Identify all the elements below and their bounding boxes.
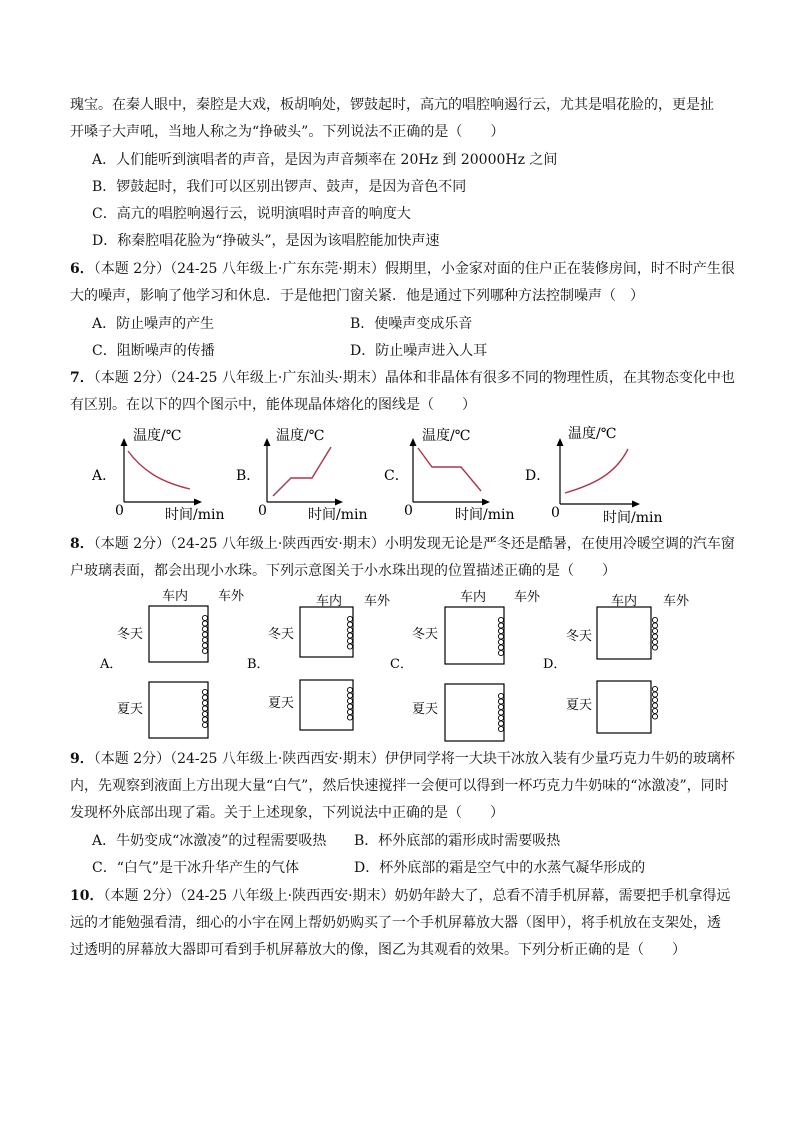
water-droplet [202,700,207,705]
water-droplet [202,621,207,626]
q8-diagram-d-inside: 车内 [611,594,638,609]
q8-diagrams [0,585,794,745]
water-droplet [652,617,657,622]
water-droplet [498,645,503,650]
q5-option-c: C．高亢的唱腔响遏行云，说明演唱时声音的响度大 [92,206,411,222]
q7-graph-a-xlabel: 时间/min [165,507,225,523]
q9-option-a: A．牛奶变成“冰激凌”的过程需要吸热 [92,833,327,849]
water-droplet [202,632,207,637]
q9-option-c: C．“白气”是干冰升华产生的气体 [92,860,300,876]
q10-line1 [70,887,731,905]
q8-diagram-d-outside: 车外 [663,594,690,609]
q7-graph-d-ylabel: 温度/℃ [568,426,617,442]
q7-graph-d-curve [565,449,628,493]
water-droplet [202,626,207,631]
q7-graph-c-curve [418,448,481,491]
q8-number: 8． [70,536,94,552]
q9-number: 9． [70,751,94,767]
q7-graph-a-curve [128,451,190,489]
water-droplet [652,628,657,633]
water-droplet [202,695,207,700]
q7-graph-a-origin: 0 [115,503,124,519]
water-droplet [652,692,657,697]
q8-diagram-a-inside: 车内 [162,589,189,604]
water-droplet [498,639,503,644]
water-droplet [202,706,207,711]
q6-option-d: D．防止噪声进入人耳 [350,343,488,359]
q7-graph-a-letter: A． [92,468,117,484]
water-droplet [347,687,352,692]
q8-diagram-d-letter: D． [543,657,567,672]
q7-graph-b-letter: B． [236,468,261,484]
q10-line2: 远的才能勉强看清，细心的小宇在网上帮奶奶购买了一个手机屏幕放大器（图甲），将手机放在支架处，透 [70,915,721,931]
q7-graph-c-ylabel: 温度/℃ [422,428,471,444]
q8-line2: 户玻璃表面，都会出现小水珠。下列示意图关于小水珠出现的位置描述正确的是（ ） [70,563,616,579]
water-droplet [652,639,657,644]
q9-line2: 内，先观察到液面上方出现大量“白气”，然后快速搅拌一会便可以得到一杯巧克力牛奶味的“冰激凌”，同时 [70,778,729,794]
q5-option-b: B．锣鼓起时，我们可以区别出锣声、鼓声，是因为音色不同 [92,179,467,195]
water-droplet [347,715,352,720]
q5-line1: 瑰宝。在秦人眼中，秦腔是大戏，板胡响处，锣鼓起时，高亢的唱腔响遏行云，尤其是唱花脸的，更是扯 [70,97,714,113]
q8-diagram-a-outside: 车外 [218,589,245,604]
water-droplet [347,704,352,709]
q7-graph-c-xlabel: 时间/min [455,507,515,523]
q8-diagram-a-letter: A． [100,657,123,672]
water-droplet [652,708,657,713]
q8-diagram-b-summer: 夏天 [268,696,295,711]
q7-graph-b-xlabel: 时间/min [308,507,368,523]
q8-diagram-c-winter: 冬天 [412,627,439,642]
q5-option-a: A．人们能听到演唱者的声音，是因为声音频率在 20Hz 到 20000Hz 之间 [92,152,558,168]
q8-diagram-c-letter: C． [390,657,413,672]
water-droplet [347,709,352,714]
water-droplet [498,699,503,704]
water-droplet [498,623,503,628]
q7-graph-a-ylabel: 温度/℃ [133,428,182,444]
q5-line2: 开嗓子大声吼，当地人称之为“挣破头”。下列说法不正确的是（ ） [70,124,505,140]
q7-graph-d-xlabel: 时间/min [603,510,663,526]
water-droplet [347,622,352,627]
water-droplet [202,615,207,620]
water-droplet [202,722,207,727]
q7-line2: 有区别。在以下的四个图示中，能体现晶体熔化的图线是（ ） [70,397,476,413]
water-droplet [498,693,503,698]
q7-graph-c-letter: C． [384,468,409,484]
water-droplet [498,650,503,655]
water-droplet [347,616,352,621]
water-droplet [498,617,503,622]
water-droplet [202,689,207,694]
water-droplet [202,717,207,722]
water-droplet [652,686,657,691]
q8-diagram-c-summer: 夏天 [412,702,439,717]
q9-line3: 发现杯外底部出现了霜。关于上述现象，下列说法中正确的是（ ） [70,805,504,821]
q8-diagram-b-letter: B． [247,657,270,672]
q7-graph-c-origin: 0 [404,503,413,519]
q8-diagram-d-summer: 夏天 [566,698,593,713]
q6-option-a: A．防止噪声的产生 [92,316,215,332]
water-droplet [652,623,657,628]
water-droplet [202,648,207,653]
q6-line1 [70,260,735,278]
q6-text1: （本题 2分）（24-25 八年级上·广东东莞·期末）假期里，小金家对面的住户正在装修房间，时不时产生很 [93,261,735,277]
q9-line1 [70,750,735,768]
q9-text1: （本题 2分）（24-25 八年级上·陕西西安·期末）伊伊同学将一大块干冰放入装有少量巧克力牛奶的玻璃杯 [93,751,735,767]
q9-option-b: B．杯外底部的霜形成时需要吸热 [354,833,561,849]
water-droplet [347,633,352,638]
q8-diagram-b-inside: 车内 [316,594,343,609]
q10-number: 10． [70,888,104,904]
q8-diagram-c-outside: 车外 [514,590,541,605]
q7-graph-b-ylabel: 温度/℃ [276,428,325,444]
water-droplet [202,637,207,642]
water-droplet [347,698,352,703]
q10-text1: （本题 2分）（24-25 八年级上·陕西西安·期末）奶奶年龄大了，总看不清手机屏幕，需要把手机拿得远 [103,888,731,904]
water-droplet [652,714,657,719]
water-droplet [498,721,503,726]
water-droplet [347,644,352,649]
water-droplet [498,710,503,715]
q7-graph-d-origin: 0 [551,505,560,521]
water-droplet [202,643,207,648]
q7-graph-d-letter: D． [525,468,551,484]
q8-diagram-b-outside: 车外 [364,594,391,609]
q8-diagram-d-winter: 冬天 [566,629,593,644]
q8-text1: （本题 2分）（24-25 八年级上·陕西西安·期末）小明发现无论是严冬还是酷暑，在使用冷暖空调的汽车窗 [93,536,735,552]
q6-option-c: C．阻断噪声的传播 [92,343,215,359]
q8-diagram-b-winter: 冬天 [268,627,295,642]
water-droplet [498,634,503,639]
water-droplet [498,726,503,731]
q7-graph-b-origin: 0 [258,503,267,519]
water-droplet [347,627,352,632]
water-droplet [498,704,503,709]
water-droplet [652,645,657,650]
water-droplet [652,697,657,702]
q10-line3: 过透明的屏幕放大器即可看到手机屏幕放大的像，图乙为其观看的效果。下列分析正确的是（ ） [70,942,686,958]
q5-option-d: D．称秦腔唱花脸为“挣破头”，是因为该唱腔能加快声速 [92,233,440,249]
q8-diagram-a-summer: 夏天 [117,702,144,717]
q8-diagram-a-winter: 冬天 [117,627,144,642]
q7-graphs [0,420,794,530]
q7-text1: （本题 2分）（24-25 八年级上·广东汕头·期末）晶体和非晶体有很多不同的物理性质，在其物态变化中也 [93,370,735,386]
water-droplet [498,628,503,633]
water-droplet [652,634,657,639]
q9-option-d: D．杯外底部的霜是空气中的水蒸气凝华形成的 [354,860,646,876]
q7-number: 7． [70,370,94,386]
q6-option-b: B．使噪声变成乐音 [350,316,473,332]
water-droplet [498,715,503,720]
water-droplet [347,638,352,643]
q6-line2: 大的噪声，影响了他学习和休息．于是他把门窗关紧．他是通过下列哪种方法控制噪声（ ） [70,288,644,304]
water-droplet [652,703,657,708]
water-droplet [202,711,207,716]
q7-graph-b-curve [273,447,331,496]
q6-number: 6． [70,261,94,277]
q8-diagram-c-inside: 车内 [460,590,487,605]
water-droplet [347,693,352,698]
q8-line1 [70,535,735,553]
q7-line1 [70,369,735,387]
